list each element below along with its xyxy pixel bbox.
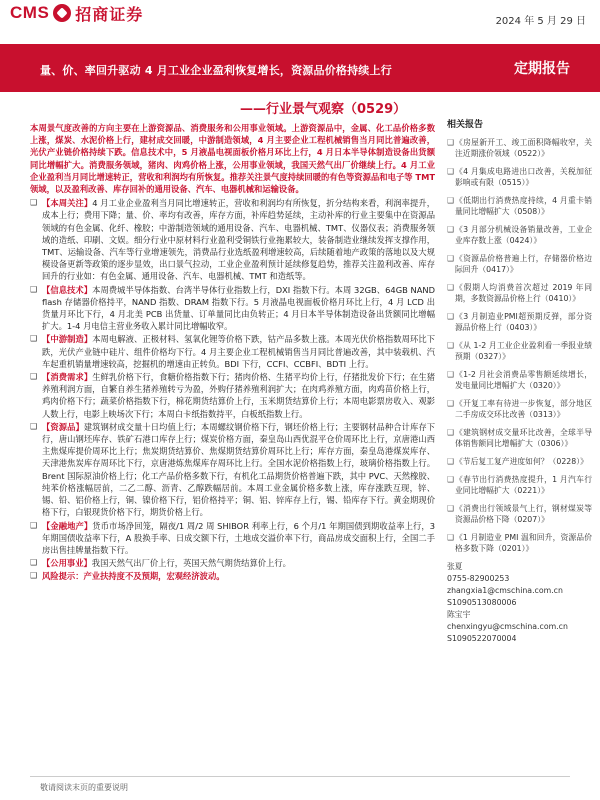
bullet-text: 我国天然气出厂价上行，英国天然气期货结算价上行。 [91, 558, 291, 569]
related-report-title[interactable]: 《1 月制造业 PMI 温和回升，资源品价格多数下降（0201）》 [455, 533, 592, 553]
bullet-text: 本周费城半导体指数、台湾半导体行业指数上行，DXI 指数下行。本周 32GB、64GB NAND flash 存储器价格持平，NAND 指数、DRAM 指数下行。5 月液晶电视面板价格月环比上行，4 月 LCD 出货量月环比下行，4 月北美 PCB 出货量、订单量同比由负转正；4 月日本半导体制造设备出货额同比增幅扩大。1-4 月电信主营业务收入累计同比增幅收窄。 [42, 284, 435, 332]
analyst-email[interactable]: chenxingyu@cmschina.com.cn [447, 622, 568, 631]
related-report-title[interactable]: 《建筑钢材成交量环比改善，全球半导体销售额同比增幅扩大（0306）》 [455, 428, 592, 448]
bullet-text: 4 月工业企业盈利当月同比增速转正，营收和利润均有所恢复，折分结构来看，利润率提升，成本上行；费用下降；量、价、率均有改善，库存方面，补库趋势延续，主动补库的行业主要集中在资源品领域的有色金属、化纤、橡胶；中游制造领域的通用设备、汽车、电器机械、TMT、仪器仪表；消费服务领域的造纸、印刷、文娱。细分行业中原材料行业盈利受铜铁行业拖累较大，装备制造业继续发挥支撑作用，TMT、运输设备、汽车等行业增速领先，消费品行业选纸盈利增速较高，后续随着地产政策的落地以及大规模设备更新等政策的逐步显效，出口景气拉动，工业企业盈利预计延续修复趋势，推荐关注盈利改善、库存回升的行业如：有色金属、通用设备、汽车、电器机械、TMT 和造纸等。 [42, 198, 435, 282]
main-content [30, 122, 435, 584]
analyst-email[interactable]: zhangxia1@cmschina.com.cn [447, 586, 563, 595]
analyst-info [447, 561, 592, 645]
related-report-title[interactable]: 《开复工率有待进一步恢复，部分地区二手房成交环比改善（0313）》 [455, 399, 592, 419]
bullet-tag: 【消费需求】 [42, 372, 93, 383]
related-report-title[interactable]: 《节后复工复产进度如何？（0228）》 [455, 457, 588, 466]
logo-text-en: CMS [10, 3, 50, 22]
bullet-text: 建筑钢材成交量十日均值上行；本周螺纹钢价格下行，钢坯价格上行；主要钢材品种合计库存下行，唐山钢坯库存、铁矿石港口库存上行；煤炭价格方面，秦皇岛山西优混平仓价周环比上行，京唐港山西主焦煤库提价周环比上行；焦炭期货结算价、焦煤期货结算价周环比上行；库存方面，秦皇岛港煤炭库存、天津港焦炭库存周环比下行，京唐港炼焦煤库存周环比上行。全国水泥价格指数上行，玻璃价格指数上行。Brent 国际原油价格上行；化工产品价格多数下行，有机化工品期货价格普遍下跌，其中 PVC、天然橡胶、纯苯价格涨幅居前，二乙二醇、沥青、乙醇跌幅居前。本周工业金属价格多数上涨，库存涨跌互现，锌、锡、铅、铝价格上行，铜、镍价格下行，铝价格持平；铜、铝、锌库存上行，锡、铅库存下行。黄金期现价格下行，白银现货价格下行，期货价格上行。 [42, 421, 435, 518]
bullet-text: 货币市场净回笼，隔夜/1 周/2 周 SHIBOR 利率上行，6 个月/1 年期国债到期收益率上行，3 年期国债收益率下行，A 股换手率、日成交额下行，土地成交溢价率下行，商品房成交面积上行，全国二手房出售挂牌量指数下行。 [42, 520, 435, 555]
related-report-title[interactable]: 《消费出行领域景气上行，钢材煤炭等资源品价格下降（0207）》 [455, 504, 592, 524]
related-report-item[interactable]: ❑ 《假期人均消费首次超过 2019 年同期，多数资源品价格上行（0410）》 [447, 283, 592, 303]
related-report-title[interactable]: 《3 月制造业PMI超预期反弹，部分资源品价格上行（0403）》 [455, 312, 592, 332]
risk-warning: 风险提示：产业扶持度不及预期，宏观经济波动。 [42, 571, 225, 582]
report-subtitle: ——行业景气观察（0529） [240, 102, 407, 117]
logo-text-cn: 招商证券 [75, 4, 144, 24]
report-date: 2024 年 5 月 29 日 [495, 16, 586, 27]
bullet-item [30, 421, 435, 519]
related-report-item[interactable]: ❑ 《节后复工复产进度如何？（0228）》 [447, 456, 592, 467]
report-type: 定期报告 [514, 61, 570, 77]
logo-mark-icon [53, 4, 71, 22]
checkbox-icon: ❑ [30, 520, 38, 530]
related-report-item[interactable]: ❑ 《建筑钢材成交量环比改善，全球半导体销售额同比增幅扩大（0306）》 [447, 428, 592, 448]
title-bar [0, 44, 600, 92]
related-report-title[interactable]: 《房屋新开工、竣工面积降幅收窄，关注近期涨价领域（0522）》 [455, 138, 592, 158]
bullet-item [30, 197, 435, 282]
related-report-title[interactable]: 《4 月集成电路进出口改善，关税加征影响或有限（0515）》 [455, 167, 592, 187]
bullet-tag: 【金融地产】 [42, 520, 93, 531]
bullet-tag: 【中游制造】 [42, 334, 93, 345]
analyst-license: S1090513080006 [447, 598, 517, 607]
bullet-tag: 【公用事业】 [42, 558, 92, 569]
checkbox-icon: ❑ [30, 284, 38, 294]
related-reports-heading: 相关报告 [447, 120, 484, 130]
checkbox-icon: ❑ [30, 334, 38, 344]
related-report-item[interactable]: ❑ 《从 1-2 月工业企业盈利看一季报业绩预期（0327）》 [447, 341, 592, 361]
checkbox-icon: ❑ [30, 372, 38, 382]
bullet-item [30, 371, 435, 420]
related-report-title[interactable]: 《假期人均消费首次超过 2019 年同期，多数资源品价格上行（0410）》 [455, 283, 592, 303]
related-report-item[interactable]: ❑ 《开复工率有待进一步恢复，部分地区二手房成交环比改善（0313）》 [447, 399, 592, 419]
bullet-tag: 【信息技术】 [42, 284, 93, 295]
analyst-phone: 0755-82900253 [447, 574, 510, 583]
header [0, 0, 600, 40]
checkbox-icon: ❑ [30, 558, 38, 568]
logo [10, 2, 143, 24]
footer-divider [30, 776, 570, 777]
checkbox-icon: ❑ [30, 421, 38, 431]
related-report-item[interactable]: ❑ 《春节出行消费热度提升，1 月汽车行业同比增幅扩大（0221）》 [447, 475, 592, 495]
checkbox-icon: ❑ [30, 571, 38, 581]
related-report-item[interactable]: ❑ 《1 月制造业 PMI 温和回升，资源品价格多数下降（0201）》 [447, 533, 592, 553]
related-report-title[interactable]: 《从 1-2 月工业企业盈利看一季报业绩预期（0327）》 [455, 341, 592, 361]
related-report-item[interactable]: ❑ 《房屋新开工、竣工面积降幅收窄，关注近期涨价领域（0522）》 [447, 138, 592, 158]
bullet-item [30, 520, 435, 557]
footer-note: 敬请阅读末页的重要说明 [40, 783, 128, 792]
related-report-title[interactable]: 《春节出行消费热度提升，1 月汽车行业同比增幅扩大（0221）》 [455, 475, 592, 495]
related-report-title[interactable]: 《1-2 月社会消费品零售额延续增长，发电量同比增幅扩大（0320）》 [455, 370, 592, 390]
related-report-item[interactable]: ❑ 《1-2 月社会消费品零售额延续增长，发电量同比增幅扩大（0320）》 [447, 370, 592, 390]
bullet-tag: 【本周关注】 [42, 198, 93, 209]
related-report-title[interactable]: 《3 月部分机械设备销量改善，工业企业库存数上涨（0424）》 [455, 225, 592, 245]
checkbox-icon: ❑ [30, 198, 38, 208]
analyst-name: 陈宝宇 [447, 610, 471, 619]
bullet-tag: 【资源品】 [42, 421, 84, 432]
related-report-item[interactable]: ❑ 《资源品价格普遍上行，存储器价格边际回升（0417）》 [447, 254, 592, 274]
analyst-name: 张夏 [447, 562, 463, 571]
related-report-title[interactable]: 《低期出行消费热度持续，4 月重卡销量同比增幅扩大（0508）》 [455, 196, 592, 216]
summary-paragraph: 本周景气度改善的方向主要在上游资源品、消费服务和公用事业领域。上游资源品中，金属、化工品价格多数上涨，煤炭、水泥价格上行，建材成交回暖，中游制造领域，4 月主要企业工程机械销售当月同比普遍改善，光伏产业链价格持续下跌。信息技术中，5 月液晶电视面板价格月环比上行，4 月日本半导体制造设备出货额同比增幅扩大。消费服务领域，猪肉、肉鸡价格上涨，公用事业领域，我国天然气出厂价继续上行。4 月工业企业盈利当月同比增速转正，营收和利润均有所恢复。推荐关注景气度持续回暖的有色等资源品和电子等 TMT 领域，以及盈利改善、库存回补的通用设备、汽车、电器机械和运输设备。 [30, 123, 435, 195]
related-report-item[interactable]: ❑ 《3 月制造业PMI超预期反弹，部分资源品价格上行（0403）》 [447, 312, 592, 332]
bullet-item [30, 557, 435, 569]
related-report-item[interactable]: ❑ 《低期出行消费热度持续，4 月重卡销量同比增幅扩大（0508）》 [447, 196, 592, 216]
risk-item [30, 570, 435, 582]
related-report-title[interactable]: 《资源品价格普遍上行，存储器价格边际回升（0417）》 [455, 254, 592, 274]
related-report-item[interactable]: ❑ 《4 月集成电路进出口改善，关税加征影响或有限（0515）》 [447, 167, 592, 187]
bullet-text: 生鲜乳价格下行，食糖价格指数下行；猪肉价格、生猪平均价上行，仔猪批发价下行；在生猪养殖利润方面，自繁自养生猪养殖转亏为盈，外购仔猪养殖利润扩大；在肉鸡养殖方面，肉鸡苗价格上行，鸡肉价格下行；蔬菜价格指数下行，棉花期货结算价上行，玉米期货结算价上行；本周电影票房收入、观影人数上行，电影上映场次下行；本周白卡纸指数持平，白板纸指数上行。 [42, 372, 435, 419]
bullet-text: 本周电解液、正极材料、氢氧化锂等价格下跌，钴产品多数上涨。本周光伏价格指数周环比下跌，光伏产业链中硅片、组件价格均下行。4 月主要企业工程机械销售当月同比普遍改善，其中装载机、汽车起重机销量增速较高，挖掘机的增速由正转负。BDI 下行，CCFI、CCBFI、BDTI 上行。 [42, 334, 435, 369]
related-report-item[interactable]: ❑ 《3 月部分机械设备销量改善，工业企业库存数上涨（0424）》 [447, 225, 592, 245]
report-title: 量、价、率回升驱动 4 月工业企业盈利恢复增长，资源品价格持续上行 [40, 64, 392, 77]
bullet-item [30, 333, 435, 370]
bullet-item [30, 284, 435, 333]
analyst-license: S1090522070004 [447, 634, 517, 643]
related-report-item[interactable]: ❑ 《消费出行领域景气上行，钢材煤炭等资源品价格下降（0207）》 [447, 504, 592, 524]
sidebar [447, 120, 592, 645]
